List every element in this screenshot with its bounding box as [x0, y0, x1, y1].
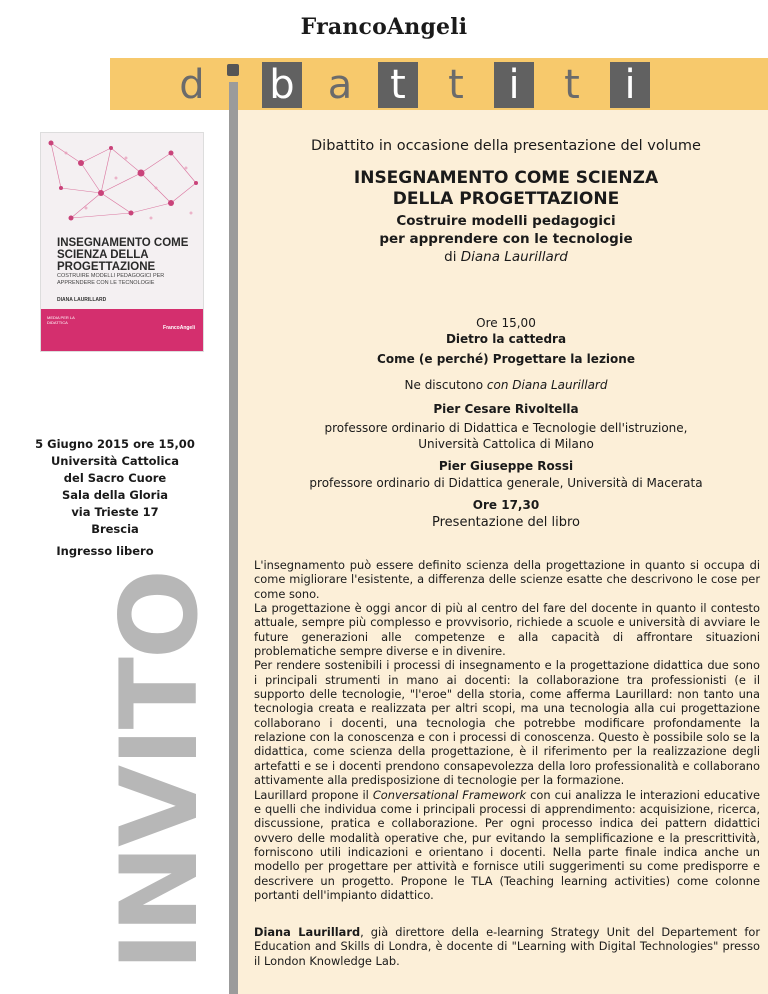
- paragraph-4-start: Laurillard propone il: [254, 787, 373, 802]
- series-letter-a: a: [320, 62, 360, 108]
- event-subtitle-line-1: Costruire modelli pedagogici: [396, 213, 616, 229]
- invito-text: INVITO: [98, 570, 221, 971]
- speaker-2-role: professore ordinario di Didattica generale, Università di Macerata: [309, 476, 703, 490]
- description-text: [254, 558, 760, 902]
- speaker-1-name: Pier Cesare Rivoltella: [433, 402, 579, 416]
- cover-subtitle: COSTRUIRE MODELLI PEDAGOGICI PER APPRENDERE CON LE TECNOLOGIE: [57, 273, 165, 286]
- cover-footer: [41, 309, 203, 351]
- paragraph-1: L'insegnamento può essere definito scienza della progettazione in quanto si occupa di come migliorare l'esistente, a differenza delle scienze esatte che descrivono le cose per come sono.: [254, 558, 760, 601]
- session-2: Come (e perché) Progettare la lezione: [377, 352, 635, 366]
- discussion-line: [248, 378, 764, 392]
- book-cover: [40, 132, 204, 352]
- publisher-name: FrancoAngeli: [300, 14, 468, 40]
- event-title: [248, 168, 764, 210]
- series-letter-t3: t: [552, 62, 592, 108]
- event-subtitle: [248, 212, 764, 248]
- paragraph-2: La progettazione è oggi ancor di più al centro del fare del docente in quanto il contesto attuale, sempre più complesso e provvisorio, richiede a scuole e università di avviare le future generazioni alle competenze e alla capacità di affrontare situazioni problematiche sempre diverse e in divenire.: [254, 601, 760, 659]
- event-title-line-1: INSEGNAMENTO COME SCIENZA: [353, 168, 659, 188]
- paragraph-4: [254, 788, 760, 903]
- venue-line-1: Università Cattolica: [50, 454, 180, 468]
- event-subtitle-line-2: per apprendere con le tecnologie: [379, 231, 633, 247]
- paragraph-4-end: con cui analizza le interazioni educative e quelli che individua come i principali processi di apprendimento: acquisizione, ricerca, discussione, pratica e collaborazione. Per ogni processo indica dei pattern didattici ovvero delle modalità operative che, pur evitando la semplificazione e la prescrittività, forniscono utili indicazioni e orientano i docenti. Nella parte finale indica anche un modello per progettare per attività e fornisce utili suggerimenti su come predisporre e descrivere un progetto. Propone le TLA (Teaching learning activities) come colonne portanti dell'impianto didattico.: [254, 787, 760, 902]
- author-name: Diana Laurillard: [460, 249, 568, 265]
- cover-author: DIANA LAURILLARD: [57, 297, 107, 303]
- invito-graphic: [98, 570, 221, 976]
- author-bio: [254, 925, 760, 968]
- event-title-line-2: DELLA PROGETTAZIONE: [392, 189, 620, 209]
- cover-publisher: FrancoAngeli: [163, 325, 195, 331]
- cover-network-graphic: [41, 133, 203, 233]
- series-dot: [227, 64, 239, 76]
- room-line: Sala della Gloria: [61, 488, 169, 502]
- venue-line-2: del Sacro Cuore: [63, 471, 167, 485]
- session-3: Presentazione del libro: [432, 515, 580, 530]
- time-1: Ore 15,00: [476, 316, 536, 330]
- bio-name: Diana Laurillard: [254, 925, 361, 939]
- free-entry-label: Ingresso libero: [56, 544, 154, 558]
- session-1: Dietro la cattedra: [445, 332, 567, 346]
- series-letter-i1: i: [494, 62, 534, 108]
- series-letter-t1: t: [378, 62, 418, 108]
- speaker-2-name: Pier Giuseppe Rossi: [438, 459, 574, 473]
- address-line: via Trieste 17: [71, 505, 159, 519]
- discuss-with: con Diana Laurillard: [486, 378, 608, 392]
- series-letter-i2: i: [610, 62, 650, 108]
- series-letter-t2: t: [436, 62, 476, 108]
- vertical-divider: [229, 82, 238, 994]
- date-line: 5 Giugno 2015 ore 15,00: [35, 437, 195, 451]
- event-intro: Dibattito in occasione della presentazione del volume: [311, 138, 701, 154]
- discuss-prefix: Ne discutono: [404, 378, 484, 392]
- speaker-1-role: [248, 420, 764, 452]
- event-location-info: [20, 436, 210, 538]
- series-letter-b: b: [262, 62, 302, 108]
- event-author: [248, 249, 764, 265]
- framework-name: Conversational Framework: [372, 787, 527, 802]
- speaker-1-role-line-2: Università Cattolica di Milano: [418, 437, 594, 451]
- city-line: Brescia: [91, 522, 139, 536]
- bio-text: , già direttore della e-learning Strategy Unit del Departement for Education and Skills di Londra, è docente di "Learning with Digital Technologies" presso il London Knowledge Lab.: [254, 925, 761, 968]
- cover-series-label: MEDIA PER LA DIDATTICA: [47, 315, 75, 325]
- series-letter-d: d: [179, 62, 205, 108]
- time-2: Ore 17,30: [472, 498, 540, 512]
- speaker-1-role-line-1: professore ordinario di Didattica e Tecnologie dell'istruzione,: [324, 421, 688, 435]
- by-label: di: [444, 249, 457, 265]
- cover-title: INSEGNAMENTO COME SCIENZA DELLA PROGETTAZIONE: [57, 237, 189, 273]
- paragraph-3: Per rendere sostenibili i processi di insegnamento e la progettazione didattica due sono i principali strumenti in mano ai docenti: la collaborazione tra professionisti (e il supporto delle tecnologie, "l'eroe" della storia, come afferma Laurillard: non tanto una tecnologia creata e realizzata per altri scopi, ma una tecnologia alla cui progettazione collaborano i docenti, una tecnologia che potrebbe modificare profondamente la relazione con la conoscenza e con i processi di conoscenza. Questo è possibile solo se la didattica, come scienza della progettazione, è il riferimento per la realizzazione degli artefatti e se i docenti prendono consapevolezza della loro professionalità e collaborano attivamente alla predisposizione di tecnologie per la formazione.: [254, 658, 760, 788]
